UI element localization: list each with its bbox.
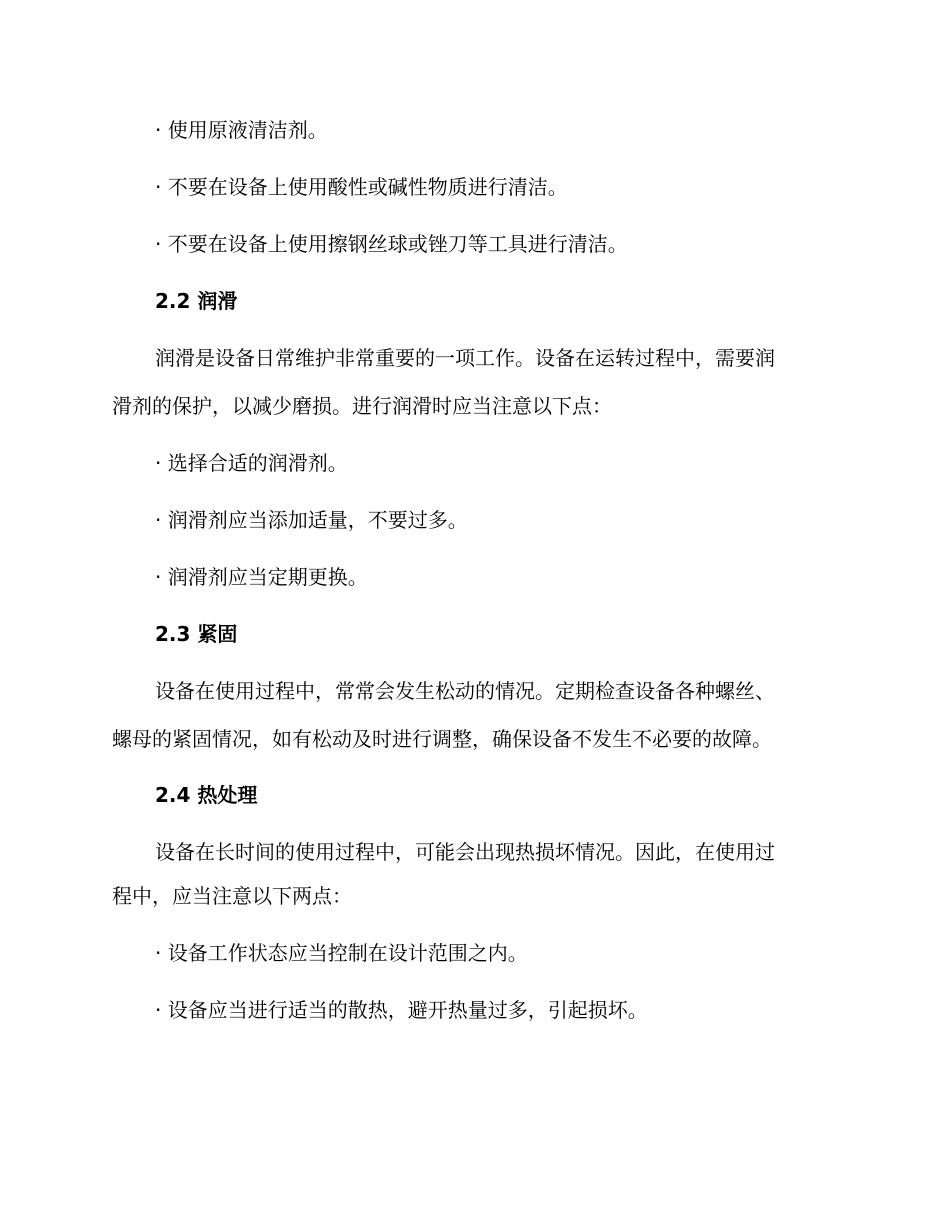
paragraph-line: 程中，应当注意以下两点： <box>112 884 352 908</box>
section-heading-2-4: 2.4 热处理 <box>155 783 258 807</box>
bullet-item: · 设备应当进行适当的散热，避开热量过多，引起损坏。 <box>155 998 648 1022</box>
paragraph-line: 设备在使用过程中，常常会发生松动的情况。定期检查设备各种螺丝、 <box>155 679 775 703</box>
paragraph-line: 润滑是设备日常维护非常重要的一项工作。设备在运转过程中，需要润 <box>155 346 775 370</box>
bullet-item: · 选择合适的润滑剂。 <box>155 451 348 475</box>
section-heading-2-2: 2.2 润滑 <box>155 289 238 313</box>
bullet-item: · 润滑剂应当定期更换。 <box>155 565 368 589</box>
section-heading-2-3: 2.3 紧固 <box>155 622 238 646</box>
bullet-item: · 不要在设备上使用擦钢丝球或锉刀等工具进行清洁。 <box>155 232 628 256</box>
paragraph-line: 螺母的紧固情况，如有松动及时进行调整，确保设备不发生不必要的故障。 <box>112 727 772 751</box>
paragraph-line: 滑剂的保护，以减少磨损。进行润滑时应当注意以下点： <box>112 394 612 418</box>
bullet-item: · 使用原液清洁剂。 <box>155 118 328 142</box>
bullet-item: · 不要在设备上使用酸性或碱性物质进行清洁。 <box>155 175 568 199</box>
bullet-item: · 润滑剂应当添加适量，不要过多。 <box>155 508 468 532</box>
bullet-item: · 设备工作状态应当控制在设计范围之内。 <box>155 941 528 965</box>
paragraph-line: 设备在长时间的使用过程中，可能会出现热损坏情况。因此，在使用过 <box>155 840 775 864</box>
